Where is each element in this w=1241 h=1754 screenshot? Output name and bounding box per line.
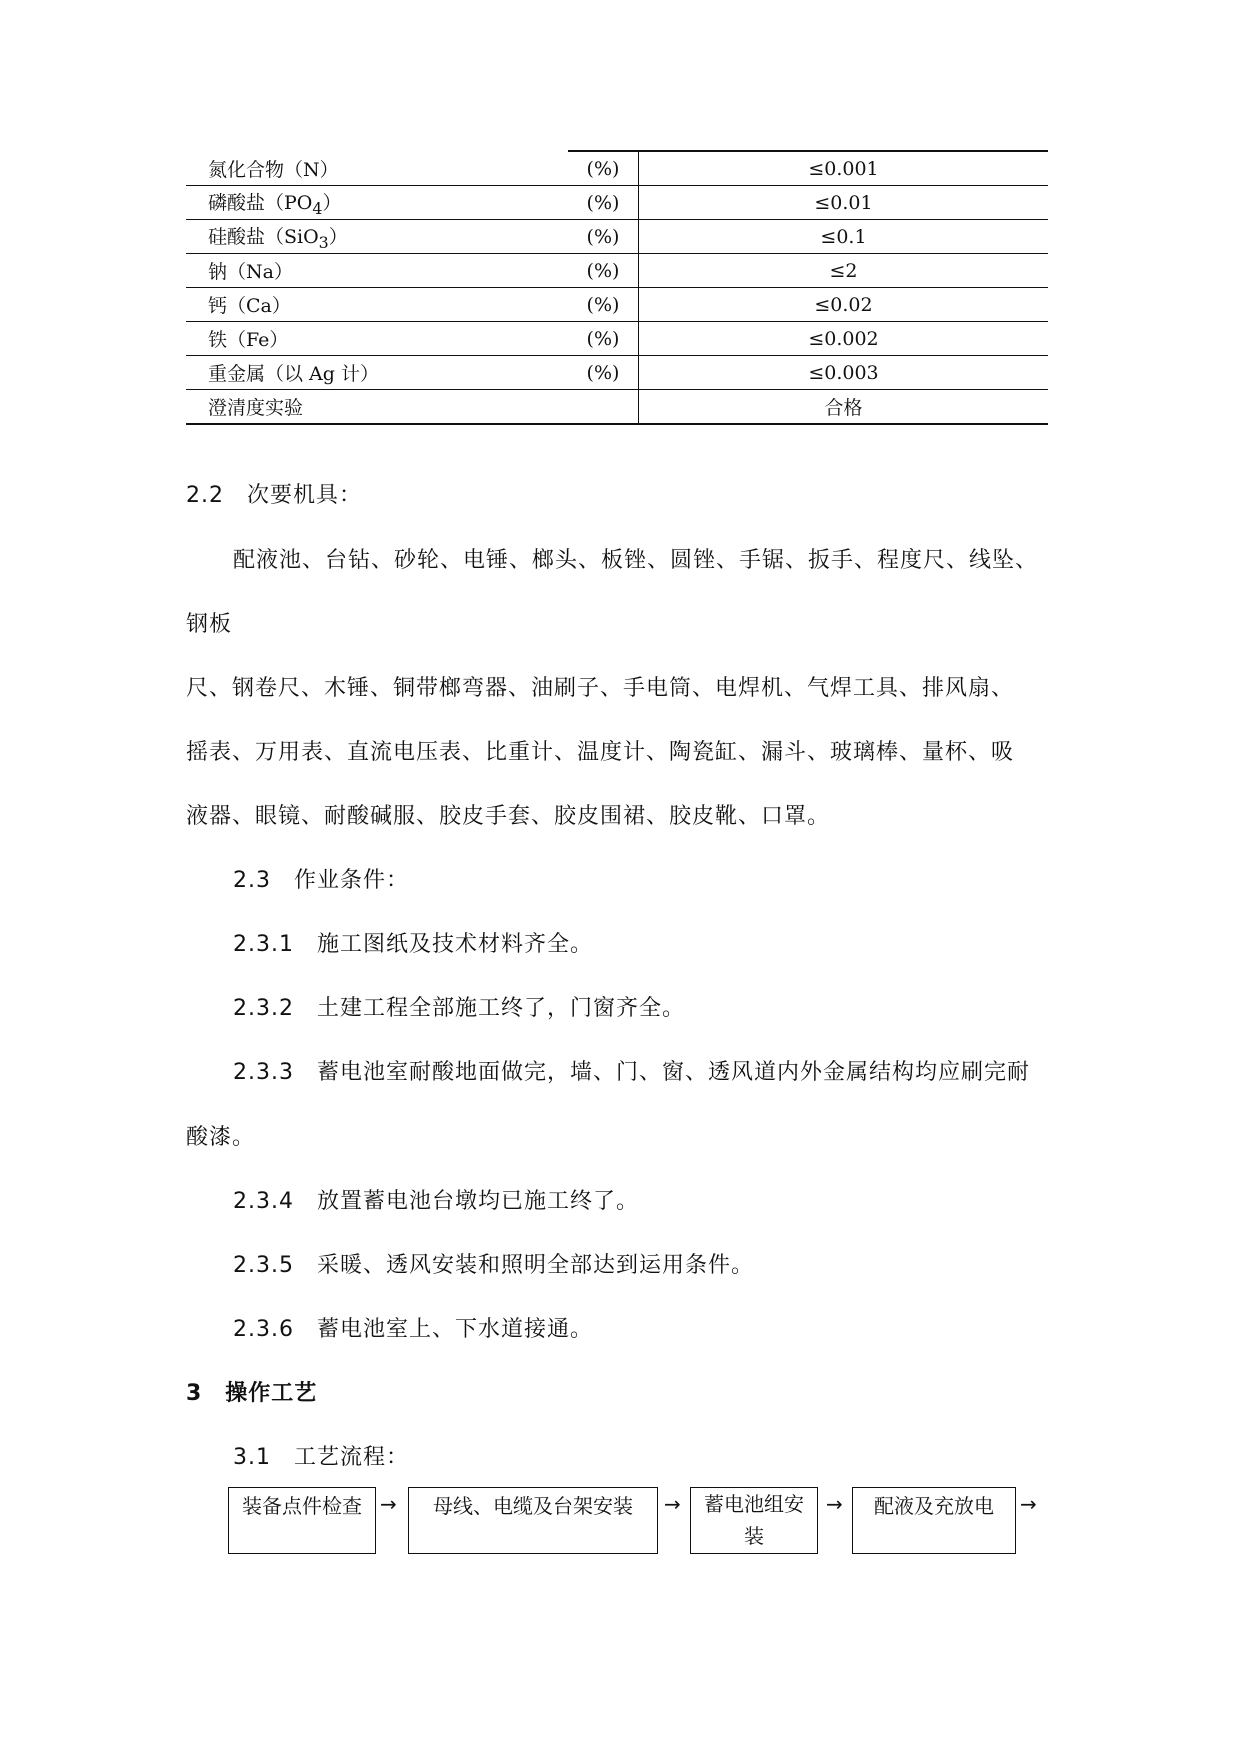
row-unit: (%): [568, 254, 639, 288]
arrow-right-icon: →: [826, 1492, 843, 1516]
arrow-right-icon: →: [380, 1492, 397, 1516]
paragraph-line: 钢板: [186, 612, 233, 637]
row-unit: (%): [568, 356, 639, 390]
list-item: 2.3.2 土建工程全部施工终了，门窗齐全。: [233, 996, 685, 1021]
section-2-2-heading: 2.2 次要机具：: [186, 483, 362, 508]
list-item: 2.3.1 施工图纸及技术材料齐全。: [233, 932, 593, 957]
row-unit: (%): [568, 288, 639, 322]
row-unit: (%): [568, 220, 639, 254]
paragraph-line: 液器、眼镜、耐酸碱服、胶皮手套、胶皮围裙、胶皮靴、口罩。: [186, 804, 831, 829]
row-value: 合格: [824, 397, 863, 419]
table-row: [186, 220, 1048, 254]
section-3-heading: 3 操作工艺: [186, 1381, 318, 1406]
row-value: ≤0.1: [820, 225, 867, 248]
row-name: 磷酸盐$(PO_4)$: [208, 191, 342, 218]
table-row: [186, 151, 1048, 186]
paragraph-line: 摇表、万用表、直流电压表、比重计、温度计、陶瓷缸、漏斗、玻璃棒、量杯、吸: [186, 740, 1015, 765]
table-row: [186, 254, 1048, 288]
section-3-1-heading: 3.1 工艺流程：: [233, 1445, 409, 1470]
row-name: 钠（Na）: [208, 261, 293, 283]
row-name: 铁（Fe）: [208, 329, 289, 351]
row-name: 钙（Ca）: [208, 295, 291, 317]
row-unit: (%): [568, 186, 639, 220]
table-row: [186, 390, 1048, 425]
arrow-right-icon: →: [664, 1492, 681, 1516]
row-value: ≤0.002: [808, 327, 879, 350]
row-value: ≤0.02: [814, 293, 873, 316]
row-name: 氮化合物（N）: [208, 158, 339, 181]
row-unit: (%): [568, 322, 639, 356]
row-value: ≤0.003: [808, 361, 879, 384]
paragraph-line: 尺、钢卷尺、木锤、铜带榔弯器、油刷子、手电筒、电焊机、气焊工具、排风扇、: [186, 676, 1015, 701]
row-value: ≤2: [829, 259, 858, 282]
section-2-3-heading: 2.3 作业条件：: [233, 868, 409, 893]
row-name: 重金属（以 Ag 计）: [208, 363, 379, 385]
table-row: [186, 322, 1048, 356]
row-name: 硅酸盐（SiO$_3$）: [208, 225, 348, 252]
list-item: 酸漆。: [186, 1125, 256, 1150]
arrow-right-icon: →: [1020, 1492, 1037, 1516]
row-value: ≤0.01: [814, 191, 873, 214]
list-item: 2.3.3 蓄电池室耐酸地面做完，墙、门、窗、透风道内外金属结构均应刷完耐: [233, 1060, 1030, 1085]
flow-step: 装备点件检查: [228, 1487, 376, 1554]
row-unit: (%): [568, 151, 639, 186]
row-name: 澄清度实验: [186, 390, 639, 425]
list-item: 2.3.4 放置蓄电池台墩均已施工终了。: [233, 1189, 639, 1214]
table-row: [186, 356, 1048, 390]
flow-step: 配液及充放电: [852, 1487, 1016, 1554]
list-item: 2.3.5 采暖、透风安装和照明全部达到运用条件。: [233, 1253, 754, 1278]
paragraph-line: 配液池、台钻、砂轮、电锤、榔头、板锉、圆锉、手锯、扳手、程度尺、线坠、: [233, 548, 1039, 573]
table-row: [186, 186, 1048, 220]
row-value: ≤0.001: [639, 151, 1049, 186]
list-item: 2.3.6 蓄电池室上、下水道接通。: [233, 1317, 593, 1342]
table-row: [186, 288, 1048, 322]
flow-step: 蓄电池组安装: [690, 1487, 818, 1554]
flow-step: 母线、电缆及台架安装: [408, 1487, 658, 1554]
spec-table: [186, 150, 1048, 425]
